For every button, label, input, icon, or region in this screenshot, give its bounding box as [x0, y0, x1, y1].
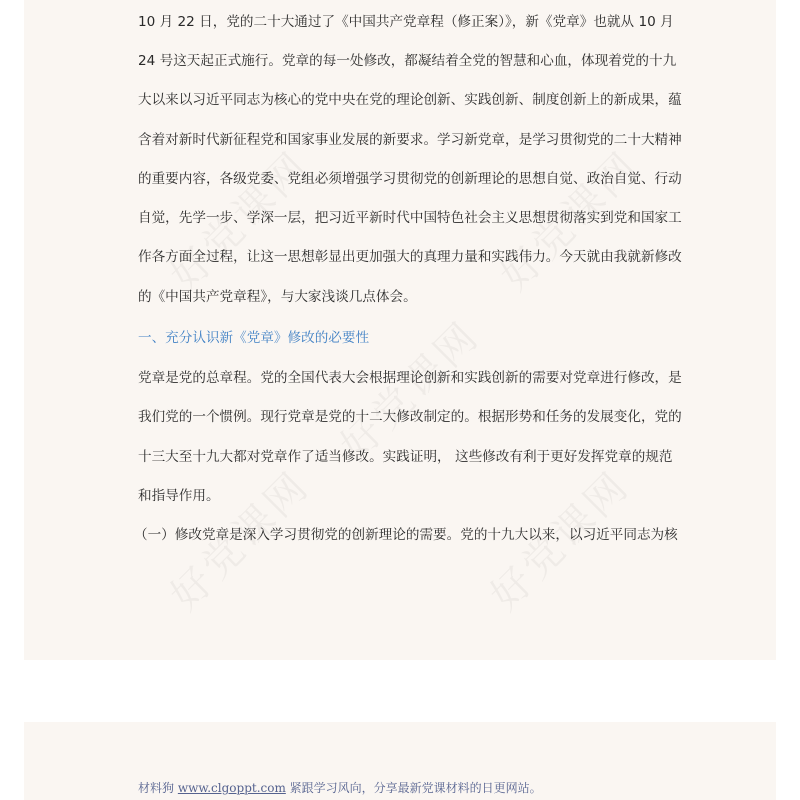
paragraph-line: 十三大至十九大都对党章作了适当修改。实践证明， 这些修改有利于更好发挥党章的规范	[138, 449, 673, 465]
paragraph-line: 党章是党的总章程。党的全国代表大会根据理论创新和实践创新的需要对党章进行修改，是	[138, 370, 682, 386]
footer-prefix: 材料狗	[138, 781, 175, 795]
paragraph-line: 我们党的一个惯例。现行党章是党的十二大修改制定的。根据形势和任务的发展变化，党的	[138, 409, 682, 425]
footer-suffix: 紧跟学习风向，分享最新党课材料的日更网站。	[289, 781, 542, 795]
paragraph-line: 作各方面全过程，让这一思想彰显出更加强大的真理力量和实践伟力。今天就由我就新修改	[138, 249, 682, 265]
paragraph-line: 大以来以习近平同志为核心的党中央在党的理论创新、实践创新、制度创新上的新成果，蕴	[138, 92, 682, 108]
footer-link[interactable]: www.clgoppt.com	[177, 781, 286, 795]
footer-text	[138, 779, 542, 796]
paragraph-line: 10 月 22 日，党的二十大通过了《中国共产党章程（修正案）》，新《党章》也就从 10 月	[138, 14, 674, 30]
paragraph-line: 自觉，先学一步、学深一层，把习近平新时代中国特色社会主义思想贯彻落实到党和国家工	[138, 210, 682, 226]
paragraph-line: 的重要内容，各级党委、党组必须增强学习贯彻党的创新理论的思想自觉、政治自觉、行动	[138, 171, 682, 187]
paragraph-line: 含着对新时代新征程党和国家事业发展的新要求。学习新党章，是学习贯彻党的二十大精神	[138, 132, 682, 148]
subsection-line: （一）修改党章是深入学习贯彻党的创新理论的需要。党的十九大以来，以习近平同志为核	[134, 527, 678, 543]
section-heading: 一、充分认识新《党章》修改的必要性	[138, 330, 370, 346]
paragraph-line: 24 号这天起正式施行。党章的每一处修改，都凝结着全党的智慧和心血，体现着党的十九	[138, 53, 677, 69]
paragraph-line: 和指导作用。	[138, 488, 220, 504]
paragraph-line: 的《中国共产党章程》，与大家浅谈几点体会。	[138, 289, 417, 305]
